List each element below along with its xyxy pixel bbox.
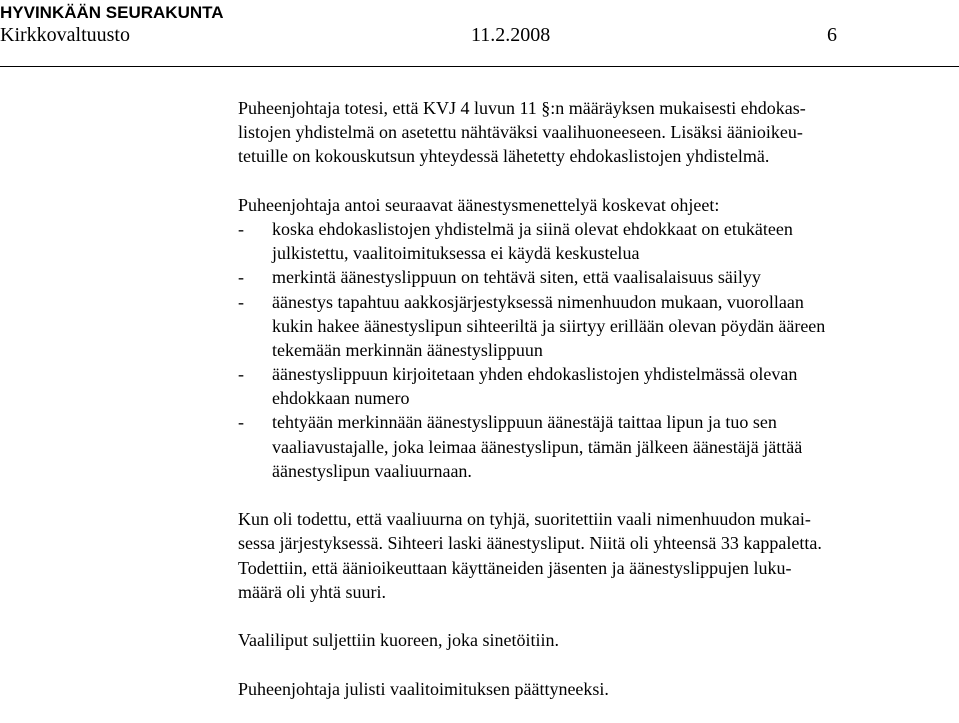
paragraph-gap [238,483,950,507]
list-dash: - [238,364,244,385]
text-line: kukin hakee äänestyslipun sihteeriltä ja siirtyy erillään olevan pöydän ääreen [272,315,826,336]
instruction-item [238,217,950,265]
text-line: äänestyslippuun kirjoitetaan yhden ehdokaslistojen yhdistelmässä olevan [272,364,798,385]
document-date: 11.2.2008 [471,24,551,46]
text-line: tetuille on kokouskutsun yhteydessä lähetetty ehdokaslistojen yhdistelmä. [238,146,770,167]
instruction-item [238,362,950,410]
text-line: äänestyslipun vaaliuurnaan. [272,460,472,481]
text-line: Vaaliliput suljettiin kuoreen, joka sinetöitiin. [238,630,559,651]
list-dash: - [238,267,244,288]
paragraph-voting-instructions [238,193,950,483]
paragraph-gap [238,604,950,628]
paragraph-ballots-sealed [238,628,950,652]
paragraph-election-closed [238,677,950,701]
text-line: äänestys tapahtuu aakkosjärjestyksessä nimenhuudon mukaan, vuorollaan [272,291,804,312]
organization-name: HYVINKÄÄN SEURAKUNTA [0,3,224,22]
instruction-item [238,265,950,289]
document-body [238,96,950,701]
page-header [0,0,959,70]
text-line: Kun oli todettu, että vaaliuurna on tyhjä, suoritettiin vaali nimenhuudon mukai- [238,509,811,530]
instruction-item [238,290,950,363]
instruction-item [238,410,950,483]
text-line: sessa järjestyksessä. Sihteeri laski äänestysliput. Niitä oli yhteensä 33 kappaletta. [238,533,822,554]
text-line: koska ehdokaslistojen yhdistelmä ja siinä olevat ehdokkaat on etukäteen [272,218,793,239]
paragraph-vote-count [238,507,950,604]
paragraph-gap [238,169,950,193]
page-number: 6 [827,24,837,46]
paragraph-gap [238,652,950,676]
text-line: listojen yhdistelmä on asetettu nähtäväksi vaalihuoneeseen. Lisäksi äänioikeu- [238,122,803,143]
list-dash: - [238,291,244,312]
text-line: Todettiin, että äänioikeuttaan käyttäneiden jäsenten ja äänestyslippujen luku- [238,557,792,578]
paragraph-list-display [238,96,950,169]
header-divider [0,66,959,67]
document-title: Kirkkovaltuusto [0,24,130,46]
text-line: ehdokkaan numero [272,388,410,409]
text-line: julkistettu, vaalitoimituksessa ei käydä keskustelua [272,243,640,264]
list-dash: - [238,412,244,433]
text-line: merkintä äänestyslippuun on tehtävä siten, että vaalisalaisuus säilyy [272,267,761,288]
text-line: tehtyään merkinnään äänestyslippuun äänestäjä taittaa lipun ja tuo sen [272,412,777,433]
text-line: tekemään merkinnän äänestyslippuun [272,339,543,360]
text-line: Puheenjohtaja julisti vaalitoimituksen päättyneeksi. [238,678,609,699]
text-line: vaaliavustajalle, joka leimaa äänestyslipun, tämän jälkeen äänestäjä jättää [272,436,803,457]
instructions-intro: Puheenjohtaja antoi seuraavat äänestysmenettelyä koskevat ohjeet: [238,194,720,215]
list-dash: - [238,218,244,239]
text-line: määrä oli yhtä suuri. [238,581,386,602]
text-line: Puheenjohtaja totesi, että KVJ 4 luvun 11 §:n määräyksen mukaisesti ehdokas- [238,98,806,118]
